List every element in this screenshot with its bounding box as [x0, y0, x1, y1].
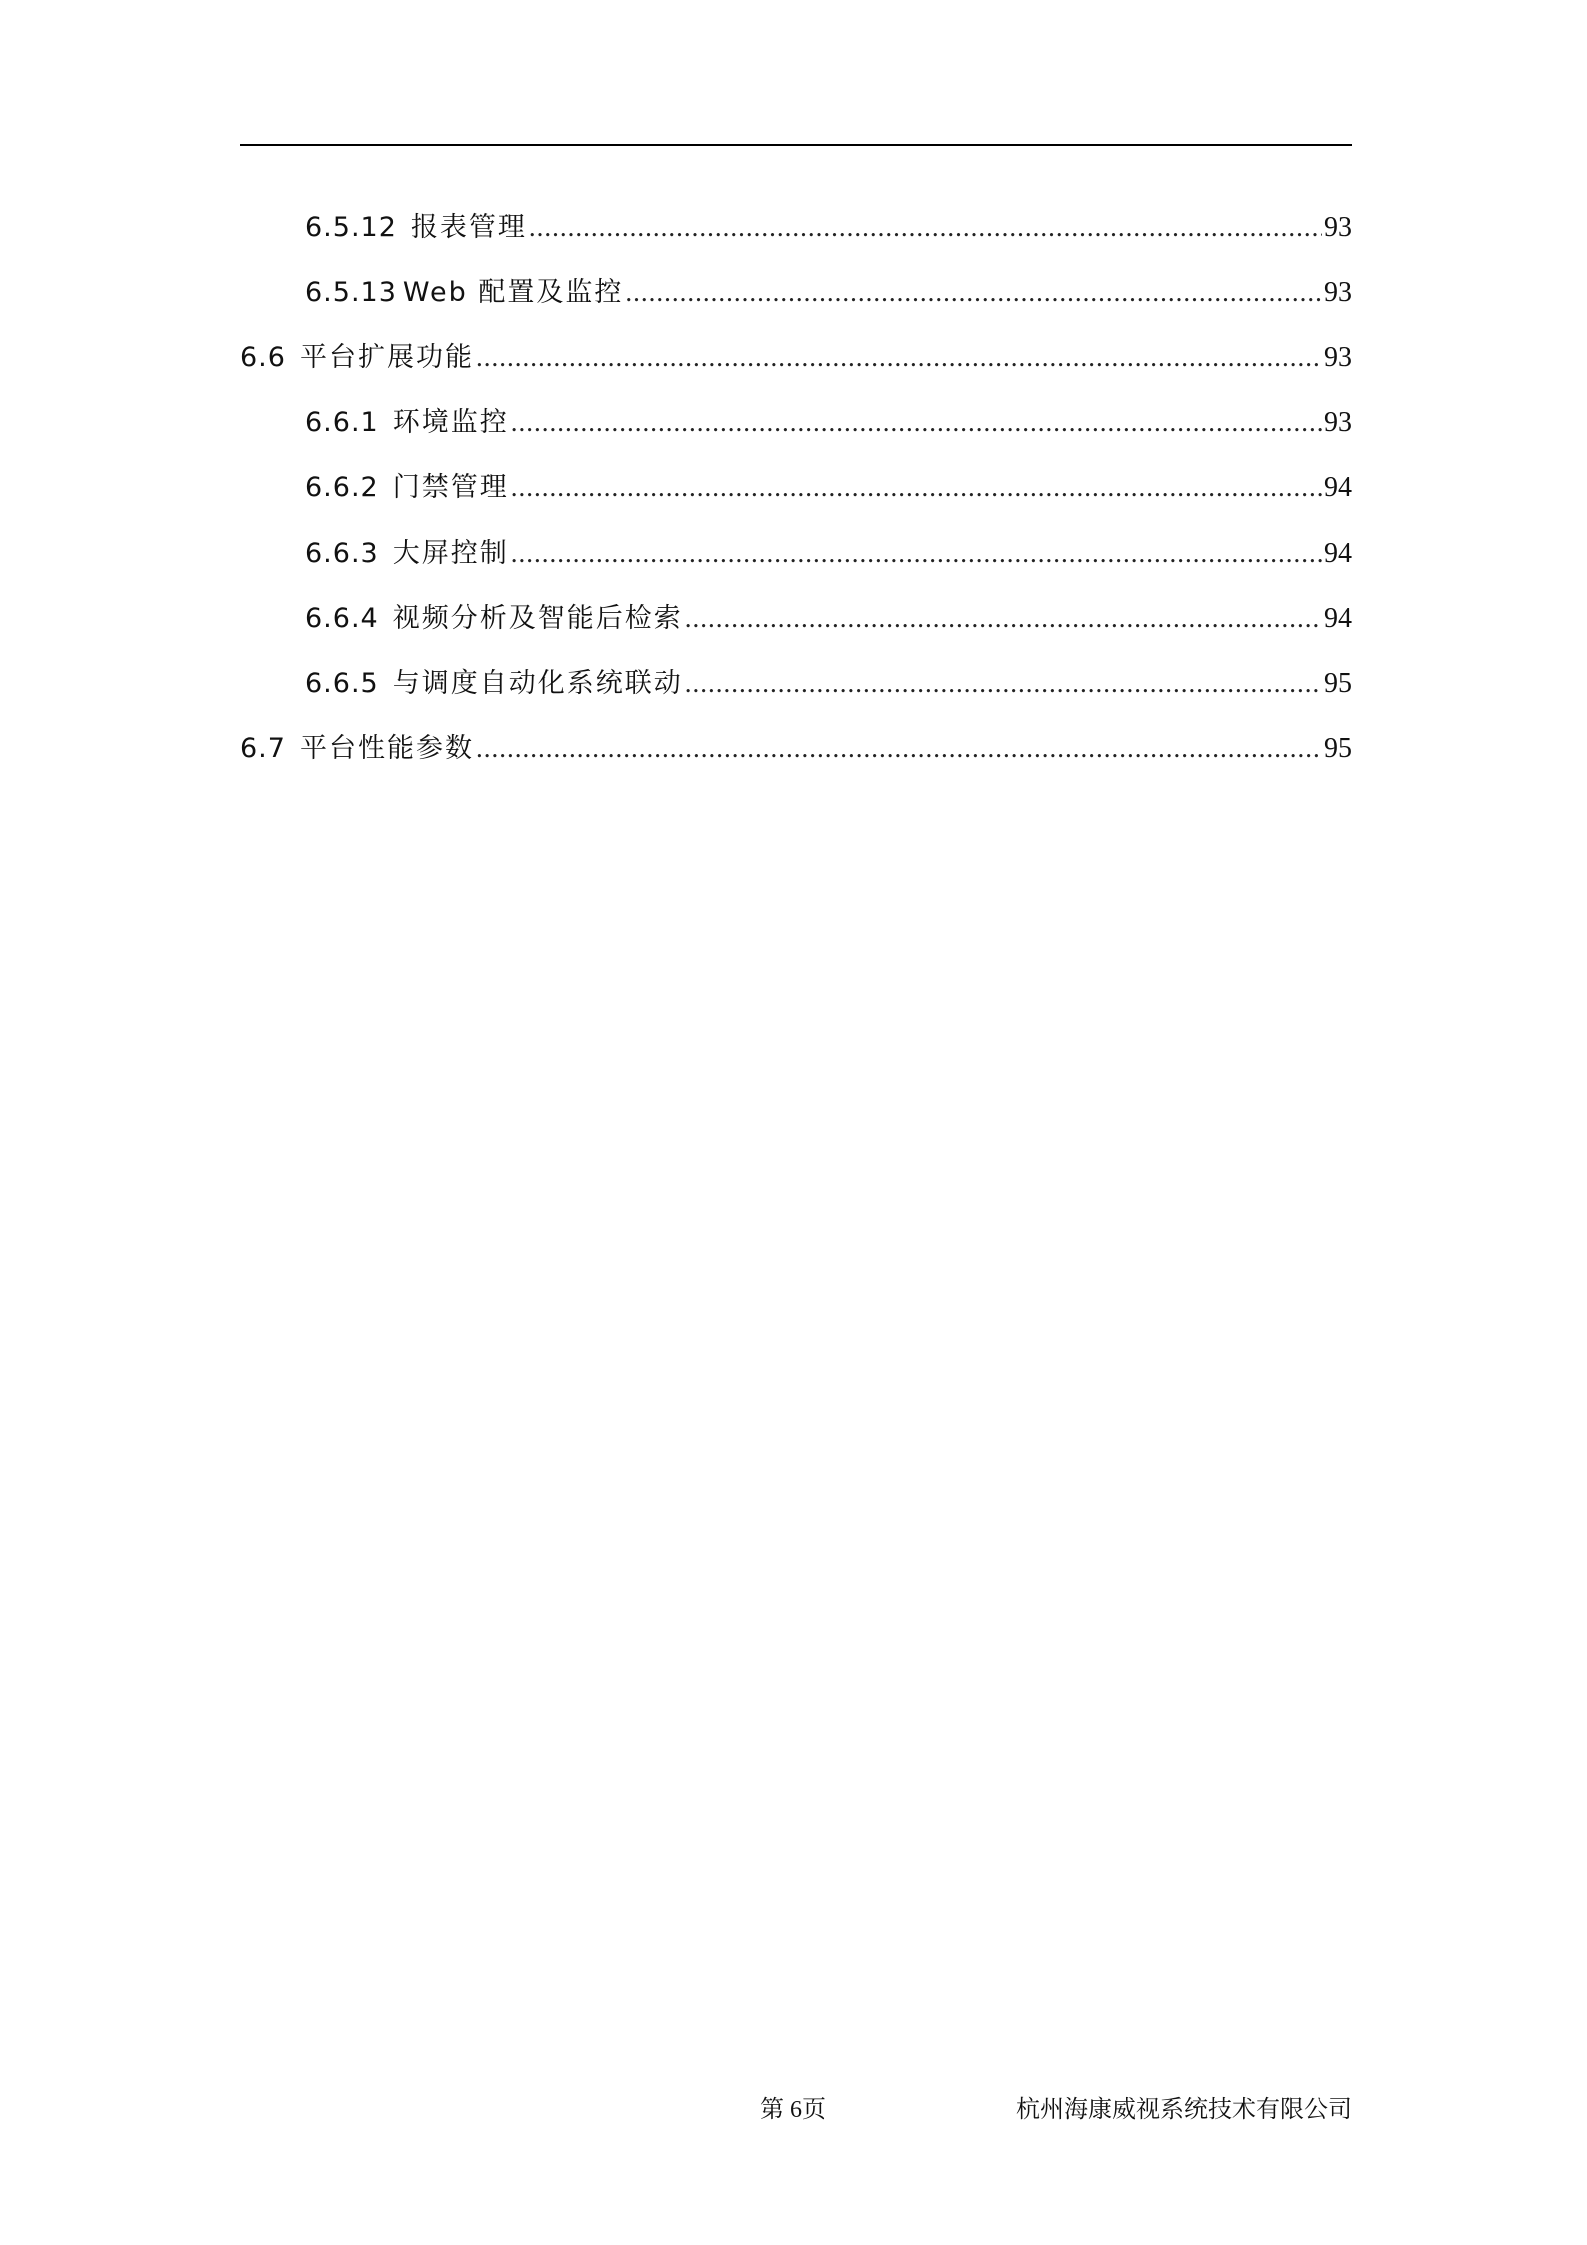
- toc-entry-page: 93: [1324, 342, 1352, 373]
- toc-dot-leader: [511, 402, 1322, 442]
- toc-entry-page: 94: [1324, 472, 1352, 503]
- toc-dot-leader: [685, 663, 1322, 703]
- toc-entry-number: 6.5.12: [305, 212, 397, 243]
- toc-entry-page: 94: [1324, 538, 1352, 569]
- toc-entry-title: 平台性能参数: [299, 733, 474, 764]
- toc-dot-leader: [476, 337, 1322, 377]
- toc-entry-6-6-5[interactable]: [305, 663, 1352, 703]
- toc-entry-page: 93: [1324, 212, 1352, 243]
- toc-entry-6-6-1[interactable]: [305, 402, 1352, 442]
- toc-entry-number: 6.5.13: [305, 277, 397, 308]
- footer-company-name: 杭州海康威视系统技术有限公司: [1016, 2097, 1352, 2123]
- toc-entry-page: 95: [1324, 733, 1352, 764]
- toc-entry-number: 6.7: [240, 733, 286, 764]
- toc-entry-title: 与调度自动化系统联动: [392, 668, 683, 699]
- toc-entry-page: 95: [1324, 668, 1352, 699]
- toc-entry-page: 93: [1324, 407, 1352, 438]
- toc-entry-number: 6.6.4: [305, 603, 379, 634]
- toc-entry-number: 6.6.2: [305, 472, 379, 503]
- toc-dot-leader: [511, 467, 1322, 507]
- toc-entry-title: 大屏控制: [392, 538, 509, 569]
- toc-entry-6-6[interactable]: [240, 337, 1352, 377]
- toc-entry-6-6-3[interactable]: [305, 533, 1352, 573]
- toc-entry-title: Web 配置及监控: [402, 277, 624, 308]
- toc-entry-6-6-2[interactable]: [305, 467, 1352, 507]
- toc-dot-leader: [476, 728, 1322, 768]
- toc-entry-page: 94: [1324, 603, 1352, 634]
- toc-entry-6-5-13[interactable]: [305, 272, 1352, 312]
- toc-entry-title: 平台扩展功能: [299, 342, 474, 373]
- toc-entry-title: 环境监控: [392, 407, 509, 438]
- toc-entry-title: 门禁管理: [392, 472, 509, 503]
- toc-dot-leader: [685, 598, 1322, 638]
- toc-entry-number: 6.6.5: [305, 668, 379, 699]
- toc-entry-number: 6.6: [240, 342, 286, 373]
- toc-entry-6-6-4[interactable]: [305, 598, 1352, 638]
- toc-entry-title: 视频分析及智能后检索: [392, 603, 683, 634]
- toc-entry-6-5-12[interactable]: [305, 207, 1352, 247]
- footer-page-number: 第 6页: [760, 2097, 826, 2123]
- toc-entry-page: 93: [1324, 277, 1352, 308]
- toc-entry-6-7[interactable]: [240, 728, 1352, 768]
- toc-entry-number: 6.6.3: [305, 538, 379, 569]
- toc-dot-leader: [625, 272, 1322, 312]
- toc-dot-leader: [511, 533, 1322, 573]
- toc-entry-number: 6.6.1: [305, 407, 379, 438]
- toc-entry-title: 报表管理: [410, 212, 527, 243]
- toc-dot-leader: [529, 207, 1322, 247]
